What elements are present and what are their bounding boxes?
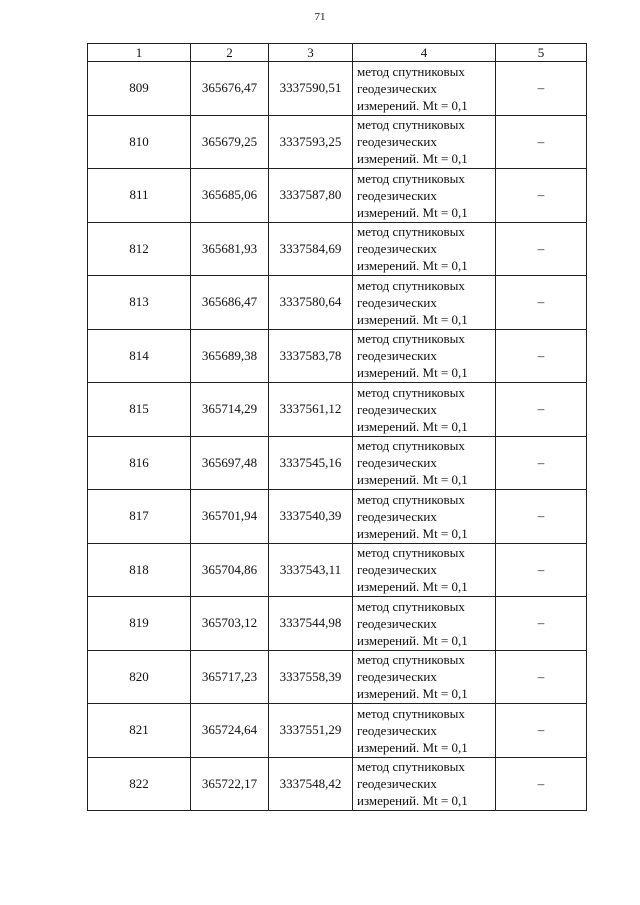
point-number-cell: 821 [88,704,191,758]
method-line: измерений. Mt = 0,1 [357,579,468,595]
method-line: метод спутниковых [357,438,465,454]
header-col-4: 4 [353,44,496,62]
table-row [88,329,587,383]
point-number-cell: 813 [88,276,191,330]
method-line: метод спутниковых [357,491,465,507]
method-cell [353,62,496,116]
table-header [88,44,587,62]
method-line: геодезических [357,455,437,471]
table-row [88,704,587,758]
y-coordinate-cell: 3337587,80 [269,169,353,223]
note-cell: – [496,597,587,651]
method-cell [353,704,496,758]
table-row [88,650,587,704]
method-line: метод спутниковых [357,331,465,347]
table-row [88,436,587,490]
method-line: геодезических [357,80,437,96]
note-cell: – [496,490,587,544]
method-cell [353,490,496,544]
x-coordinate-cell: 365681,93 [191,222,269,276]
method-cell [353,436,496,490]
method-line: измерений. Mt = 0,1 [357,739,468,755]
table-row [88,757,587,811]
point-number-cell: 820 [88,650,191,704]
method-line: геодезических [357,187,437,203]
y-coordinate-cell: 3337543,11 [269,543,353,597]
note-cell: – [496,329,587,383]
method-line: метод спутниковых [357,117,465,133]
note-cell: – [496,62,587,116]
method-line: геодезических [357,722,437,738]
method-cell [353,222,496,276]
y-coordinate-cell: 3337548,42 [269,757,353,811]
method-line: геодезических [357,241,437,257]
method-line: измерений. Mt = 0,1 [357,686,468,702]
method-cell [353,169,496,223]
method-line: измерений. Mt = 0,1 [357,365,468,381]
x-coordinate-cell: 365724,64 [191,704,269,758]
method-line: измерений. Mt = 0,1 [357,418,468,434]
method-cell [353,276,496,330]
note-cell: – [496,436,587,490]
method-line: геодезических [357,776,437,792]
method-line: измерений. Mt = 0,1 [357,525,468,541]
y-coordinate-cell: 3337583,78 [269,329,353,383]
y-coordinate-cell: 3337540,39 [269,490,353,544]
method-cell [353,383,496,437]
x-coordinate-cell: 365679,25 [191,115,269,169]
method-cell [353,115,496,169]
point-number-cell: 812 [88,222,191,276]
note-cell: – [496,543,587,597]
method-line: геодезических [357,134,437,150]
method-line: метод спутниковых [357,545,465,561]
x-coordinate-cell: 365703,12 [191,597,269,651]
table-row [88,62,587,116]
x-coordinate-cell: 365704,86 [191,543,269,597]
x-coordinate-cell: 365689,38 [191,329,269,383]
table-row [88,490,587,544]
table-body [88,62,587,811]
note-cell: – [496,169,587,223]
method-line: метод спутниковых [357,63,465,79]
point-number-cell: 810 [88,115,191,169]
table-row [88,115,587,169]
x-coordinate-cell: 365686,47 [191,276,269,330]
point-number-cell: 815 [88,383,191,437]
method-line: измерений. Mt = 0,1 [357,97,468,113]
point-number-cell: 818 [88,543,191,597]
table-row [88,383,587,437]
table-row [88,276,587,330]
method-cell [353,329,496,383]
x-coordinate-cell: 365717,23 [191,650,269,704]
x-coordinate-cell: 365685,06 [191,169,269,223]
method-line: метод спутниковых [357,384,465,400]
note-cell: – [496,650,587,704]
note-cell: – [496,115,587,169]
y-coordinate-cell: 3337558,39 [269,650,353,704]
coordinates-table [87,43,587,811]
x-coordinate-cell: 365676,47 [191,62,269,116]
method-line: метод спутниковых [357,652,465,668]
method-line: измерений. Mt = 0,1 [357,632,468,648]
method-line: геодезических [357,508,437,524]
x-coordinate-cell: 365701,94 [191,490,269,544]
y-coordinate-cell: 3337590,51 [269,62,353,116]
note-cell: – [496,704,587,758]
point-number-cell: 811 [88,169,191,223]
note-cell: – [496,383,587,437]
method-line: метод спутниковых [357,170,465,186]
x-coordinate-cell: 365722,17 [191,757,269,811]
y-coordinate-cell: 3337545,16 [269,436,353,490]
method-line: метод спутниковых [357,705,465,721]
method-line: измерений. Mt = 0,1 [357,151,468,167]
y-coordinate-cell: 3337561,12 [269,383,353,437]
point-number-cell: 816 [88,436,191,490]
header-row [88,44,587,62]
table-row [88,543,587,597]
note-cell: – [496,757,587,811]
y-coordinate-cell: 3337551,29 [269,704,353,758]
point-number-cell: 819 [88,597,191,651]
method-line: геодезических [357,294,437,310]
x-coordinate-cell: 365714,29 [191,383,269,437]
header-col-1: 1 [88,44,191,62]
method-line: измерений. Mt = 0,1 [357,204,468,220]
method-cell [353,757,496,811]
method-line: геодезических [357,348,437,364]
method-line: метод спутниковых [357,224,465,240]
method-line: измерений. Mt = 0,1 [357,311,468,327]
note-cell: – [496,222,587,276]
method-line: измерений. Mt = 0,1 [357,258,468,274]
method-line: измерений. Mt = 0,1 [357,472,468,488]
table-row [88,597,587,651]
method-cell [353,597,496,651]
y-coordinate-cell: 3337584,69 [269,222,353,276]
method-line: геодезических [357,669,437,685]
method-line: геодезических [357,562,437,578]
x-coordinate-cell: 365697,48 [191,436,269,490]
y-coordinate-cell: 3337544,98 [269,597,353,651]
method-line: метод спутниковых [357,759,465,775]
point-number-cell: 822 [88,757,191,811]
method-line: геодезических [357,401,437,417]
table-row [88,222,587,276]
method-line: геодезических [357,615,437,631]
method-line: метод спутниковых [357,598,465,614]
method-line: измерений. Mt = 0,1 [357,793,468,809]
note-cell: – [496,276,587,330]
header-col-3: 3 [269,44,353,62]
method-cell [353,650,496,704]
point-number-cell: 809 [88,62,191,116]
y-coordinate-cell: 3337580,64 [269,276,353,330]
method-line: метод спутниковых [357,277,465,293]
point-number-cell: 817 [88,490,191,544]
page-number: 71 [314,11,326,23]
header-col-5: 5 [496,44,587,62]
y-coordinate-cell: 3337593,25 [269,115,353,169]
point-number-cell: 814 [88,329,191,383]
table-row [88,169,587,223]
method-cell [353,543,496,597]
header-col-2: 2 [191,44,269,62]
